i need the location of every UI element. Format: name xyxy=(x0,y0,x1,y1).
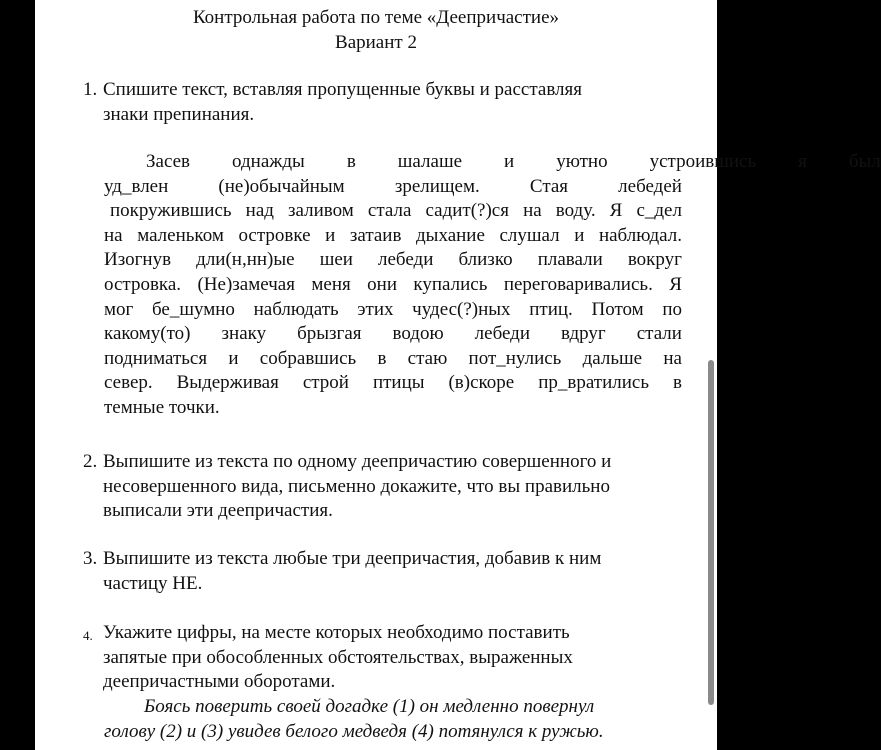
passage-word: уютно xyxy=(556,151,608,172)
passage-word: плавали xyxy=(537,249,603,271)
passage-word: переговаривались. xyxy=(503,273,653,295)
document-page xyxy=(35,0,881,750)
passage-line xyxy=(104,322,682,347)
passage-word: наблюдать xyxy=(253,298,339,320)
passage-word: стала xyxy=(367,200,412,222)
example-sentence xyxy=(104,695,704,744)
passage-word: они xyxy=(367,273,397,295)
passage-word: уд_влен xyxy=(104,175,169,197)
task-3 xyxy=(83,547,675,596)
passage-line: темные точки. xyxy=(104,396,220,418)
passage-word: стаю xyxy=(407,347,448,369)
passage-word: вокруг xyxy=(627,249,682,271)
task-1-line-1: Спишите текст, вставляя пропущенные буквы и расставляя xyxy=(103,79,582,100)
passage-word: маленьком xyxy=(137,224,224,246)
passage-word: с_дел xyxy=(636,200,682,222)
passage-word: (не)обычайным xyxy=(218,175,345,197)
passage-line xyxy=(104,150,881,175)
passage-word: бе_шумно xyxy=(152,298,235,320)
passage-word: был xyxy=(848,151,881,172)
task-2 xyxy=(83,450,675,524)
task-1 xyxy=(83,78,675,127)
passage-word: (Не)замечая xyxy=(197,273,295,295)
passage-line xyxy=(104,199,682,224)
passage-line xyxy=(104,371,682,396)
passage-word: на xyxy=(104,224,123,246)
task-4-line: Укажите цифры, на месте которых необходимо поставить xyxy=(103,622,570,643)
passage-word: брызгая xyxy=(297,323,362,345)
document-header xyxy=(35,5,717,55)
task-1-number: 1. xyxy=(83,79,98,100)
passage-word: и xyxy=(574,224,585,246)
passage-word: однажды xyxy=(232,151,305,172)
passage-word: меня xyxy=(311,273,351,295)
task-3-number: 3. xyxy=(83,548,98,569)
task-3-line: частицу НЕ. xyxy=(103,572,203,594)
passage-word: воду. xyxy=(555,200,596,222)
passage-word: в xyxy=(377,347,387,369)
passage-word: на xyxy=(663,347,682,369)
passage-word: какому(то) xyxy=(104,323,191,345)
passage-word: чудес(?)ных xyxy=(412,298,511,320)
passage-word: в xyxy=(346,151,356,172)
passage-word: Выдерживая xyxy=(176,372,279,394)
passage-line xyxy=(104,224,682,249)
document-title: Контрольная работа по теме «Деепричастие» xyxy=(192,7,560,28)
passage-word: этих xyxy=(357,298,394,320)
passage-word: островке xyxy=(238,224,311,246)
passage-word: Я xyxy=(609,200,623,222)
passage-line xyxy=(104,248,682,273)
vertical-scrollbar[interactable] xyxy=(708,360,714,705)
passage-word: садит(?)ся xyxy=(425,200,509,222)
passage-word: Засев xyxy=(146,151,191,172)
passage-word: и xyxy=(504,151,515,172)
passage-word: лебеди xyxy=(378,249,434,271)
passage-word: птицы xyxy=(372,372,425,394)
passage-word: (в)скоре xyxy=(448,372,515,394)
passage-word: наблюдал. xyxy=(598,224,682,246)
task-1-line-2: знаки препинания. xyxy=(103,103,255,125)
passage-word: слушал xyxy=(499,224,560,246)
task-4-line: деепричастными оборотами. xyxy=(103,671,336,692)
passage-word: я xyxy=(798,151,807,172)
passage-word: стали xyxy=(636,323,682,345)
passage-word: шалаше xyxy=(397,151,463,172)
task-4 xyxy=(83,621,675,695)
passage-word: подниматься xyxy=(104,347,208,369)
task-2-line: выписали эти деепричастия. xyxy=(103,500,333,521)
passage-word: Стая xyxy=(529,175,569,197)
task-2-number: 2. xyxy=(83,451,98,472)
passage-word: птиц. xyxy=(529,298,573,320)
passage-word: вдруг xyxy=(561,323,606,345)
variant-label: Вариант 2 xyxy=(335,32,417,53)
passage-word: зрелищем. xyxy=(394,175,480,197)
passage-word: на xyxy=(523,200,542,222)
passage-word: по xyxy=(662,298,682,320)
passage-line xyxy=(104,273,682,298)
task-3-line: Выпишите из текста любые три деепричастия, добавив к ним xyxy=(103,548,602,569)
passage-word: лебеди xyxy=(474,323,531,345)
passage-word: Изогнув xyxy=(104,249,172,271)
passage-word: мог xyxy=(104,298,134,320)
example-line-1: Боясь поверить своей догадке (1) он медленно повернул xyxy=(144,696,595,717)
passage-word: дли(н,нн)ые xyxy=(196,249,295,271)
task-4-number: 4. xyxy=(83,628,93,643)
passage-line xyxy=(104,175,682,200)
passage-word: шеи xyxy=(319,249,353,271)
passage-word: собравшись xyxy=(259,347,357,369)
passage-word: пот_нулись xyxy=(468,347,562,369)
passage-word: островка. xyxy=(104,273,182,295)
task-4-line: запятые при обособленных обстоятельствах, выраженных xyxy=(103,646,573,668)
passage-word: близко xyxy=(458,249,513,271)
passage-line xyxy=(104,298,682,323)
passage-word: Я xyxy=(669,273,682,295)
passage-word: покружившись xyxy=(110,200,232,222)
passage xyxy=(104,150,881,421)
passage-word: лебедей xyxy=(618,175,682,197)
passage-word: дыхание xyxy=(416,224,485,246)
passage-line xyxy=(104,347,682,372)
passage-word: пр_вратились xyxy=(538,372,650,394)
example-line-2: голову (2) и (3) увидев белого медведя (4) потянулся к ружью. xyxy=(104,720,604,742)
passage-word: знаку xyxy=(221,323,267,345)
passage-word: Потом xyxy=(591,298,644,320)
task-2-line: несовершенного вида, письменно докажите, что вы правильно xyxy=(103,475,610,497)
passage-word: и xyxy=(228,347,239,369)
passage-word: водою xyxy=(392,323,444,345)
passage-word: купались xyxy=(413,273,488,295)
passage-word: север. xyxy=(104,372,153,394)
passage-word: в xyxy=(673,372,682,394)
passage-word: устроившись xyxy=(649,151,757,172)
task-2-line: Выпишите из текста по одному деепричастию совершенного и xyxy=(103,451,612,472)
passage-word: над xyxy=(245,200,274,222)
passage-word: и xyxy=(325,224,336,246)
passage-word: затаив xyxy=(349,224,402,246)
passage-word: строй xyxy=(302,372,349,394)
passage-word: заливом xyxy=(288,200,354,222)
passage-word: дальше xyxy=(582,347,643,369)
